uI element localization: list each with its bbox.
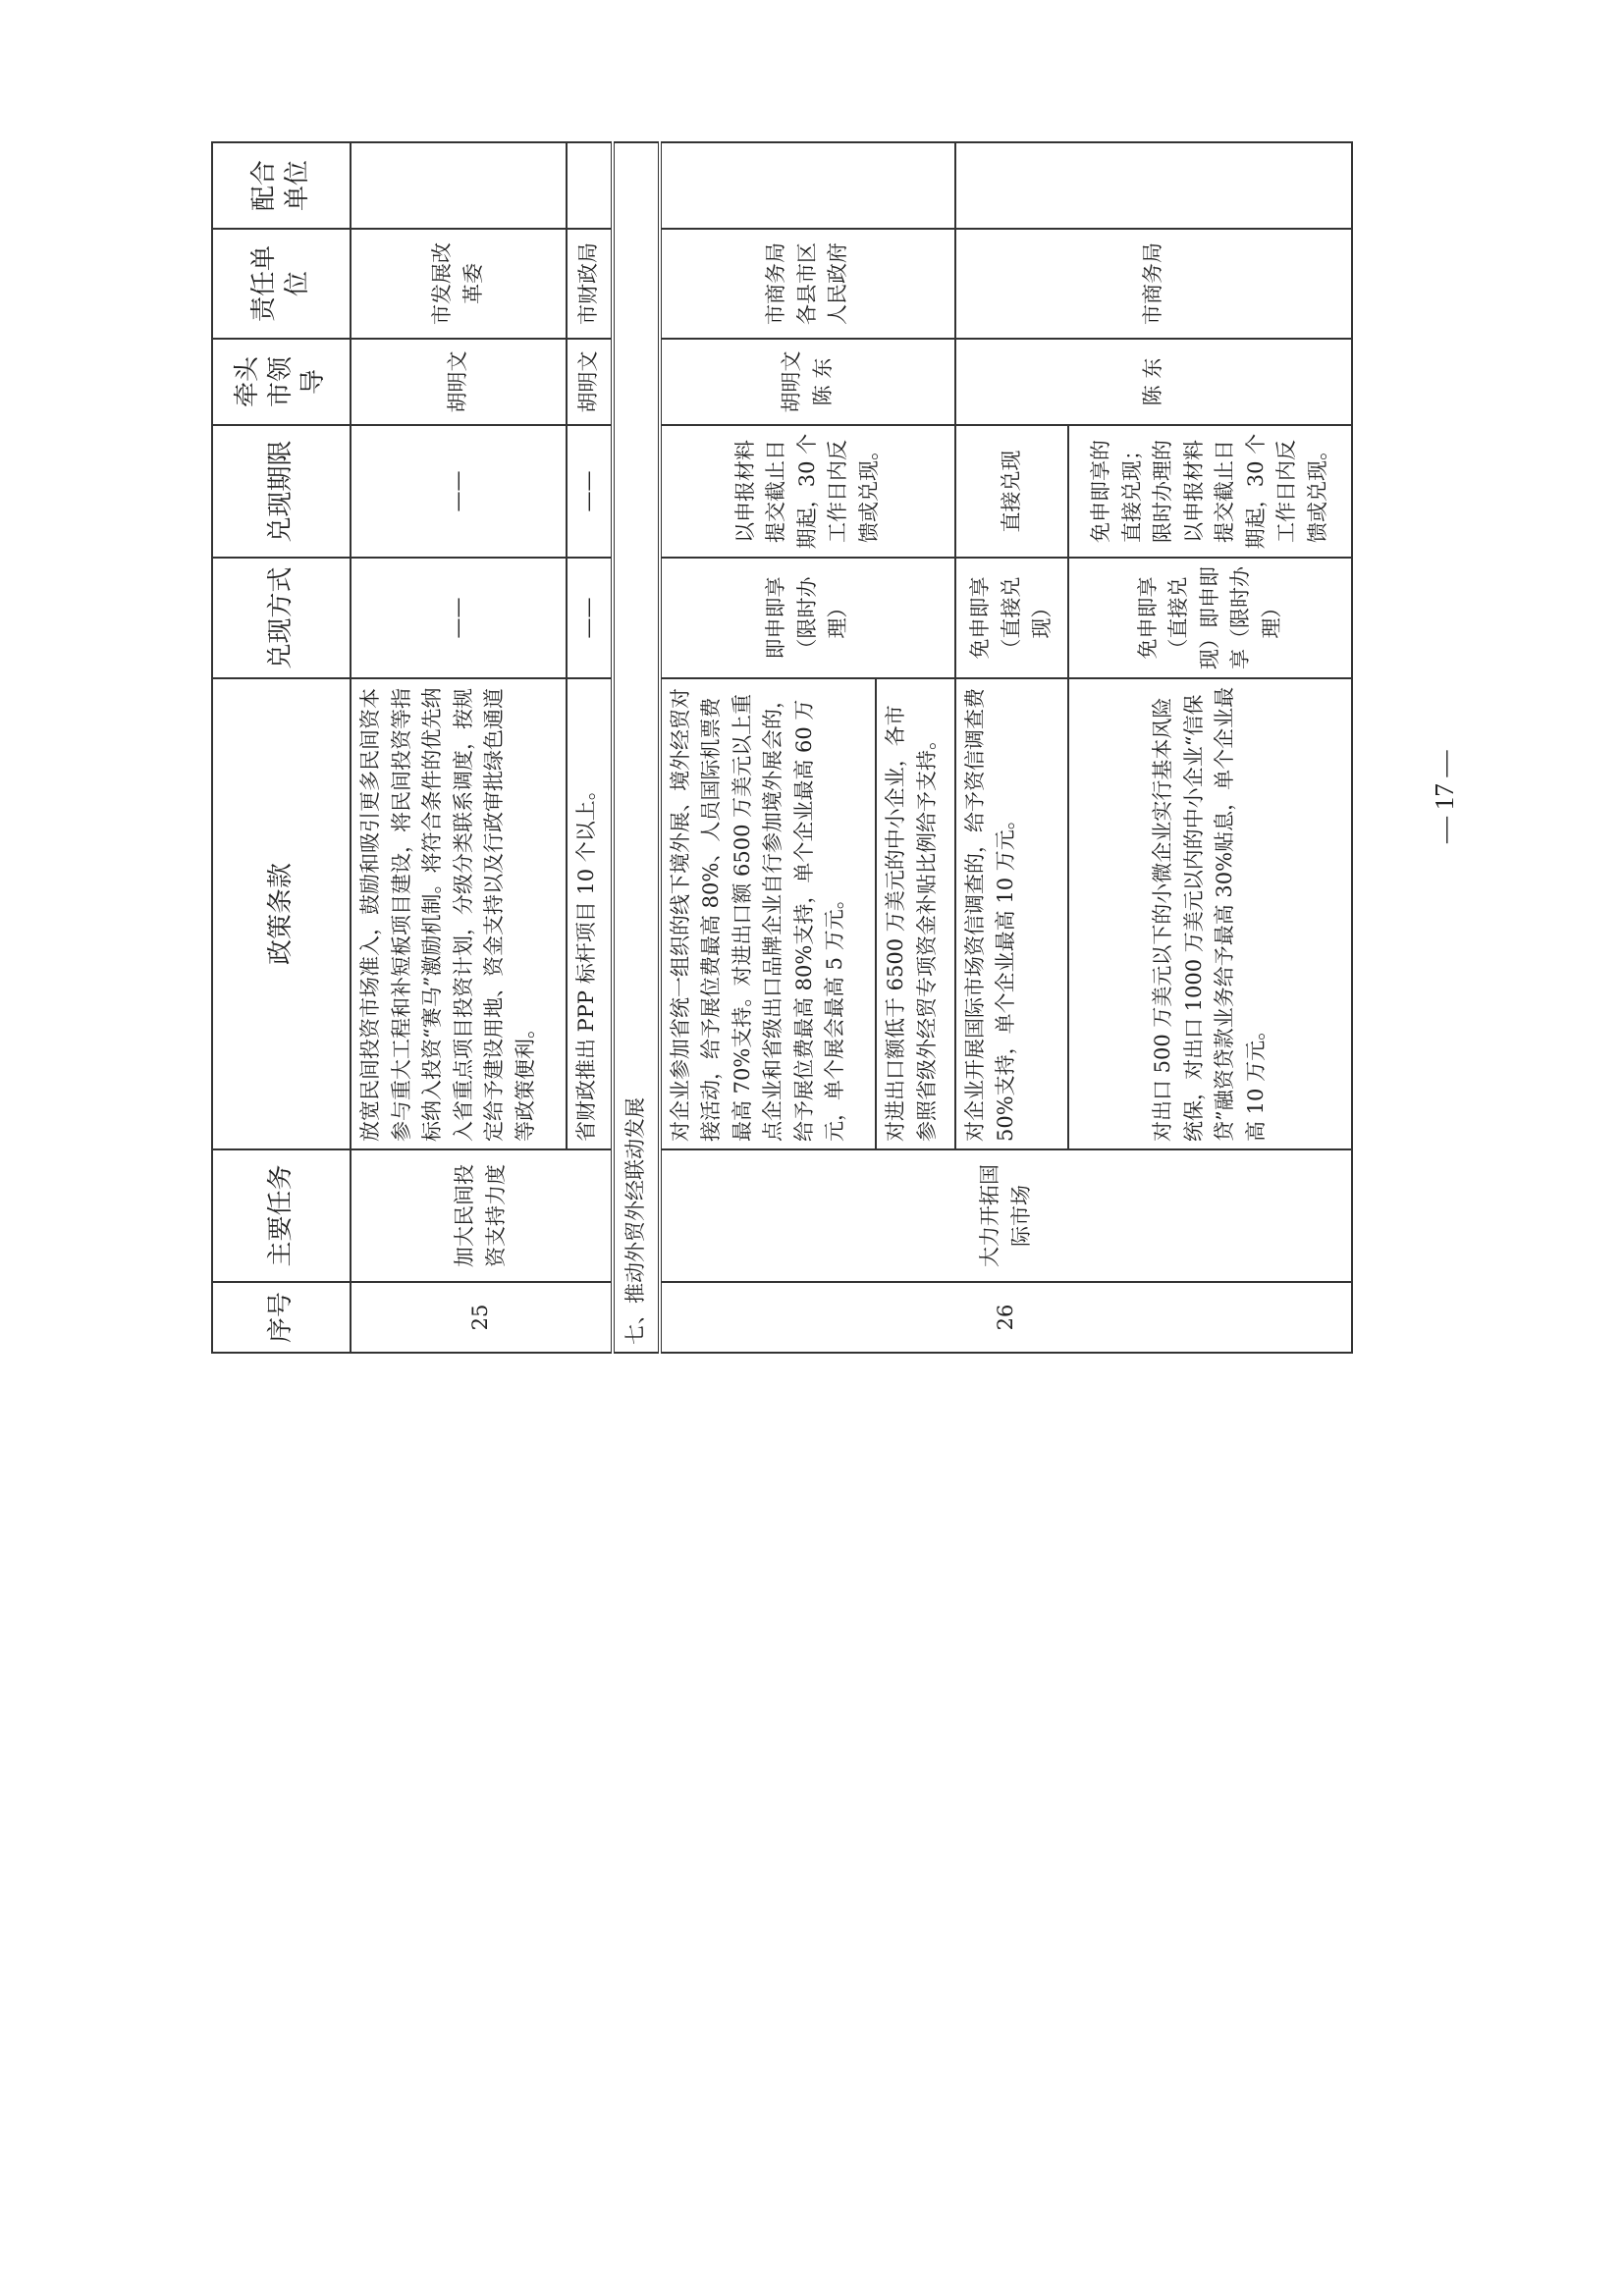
row25-coop1 — [351, 142, 567, 229]
row26-task: 大力开拓国际市场 — [660, 1149, 1352, 1282]
row25-leader1: 胡明文 — [351, 339, 567, 425]
row25-coop2 — [567, 142, 613, 229]
row25-seq: 25 — [351, 1282, 612, 1353]
page-number: — 17 — — [1430, 750, 1459, 843]
row25-policy1: 放宽民间投资市场准入，鼓励和吸引更多民间资本参与重大工程和补短板项目建设，将民间投资等指标纳入投资“赛马”激励机制。将符合条件的优先纳入省重点项目投资计划，分级分类联系调度，按规定给予建设用地、资金支持以及行政审批绿色通道等政策便利。 — [351, 678, 567, 1149]
header-leader: 牵头市领导 — [212, 339, 351, 425]
row25-resp2: 市财政局 — [567, 229, 613, 339]
header-coop: 配合单位 — [212, 142, 351, 229]
row25-method1: —— — [351, 558, 567, 678]
row26-deadline4: 免申即享的直接兑现；限时办理的以申报材料提交截止日期起，30 个工作日内反馈或兑现。 — [1068, 425, 1352, 558]
row25-deadline1: —— — [351, 425, 567, 558]
row26-coop34 — [955, 142, 1352, 229]
table-row — [660, 142, 877, 1353]
section-row — [613, 142, 660, 1353]
row26-leader12: 胡明文 陈 东 — [660, 339, 955, 425]
row26-policy3: 对企业开展国际市场资信调查的，给予资信调查费 50%支持，单个企业最高 10 万元。 — [955, 678, 1068, 1149]
row26-resp12: 市商务局各县市区人民政府 — [660, 229, 955, 339]
row26-policy2: 对进出口额低于 6500 万美元的中小企业，各市参照省级外经贸专项资金补贴比例给予支持。 — [876, 678, 955, 1149]
row26-policy4: 对出口 500 万美元以下的小微企业实行基本风险统保，对出口 1000 万美元以内的中小企业“信保贷”融资贷款业务给予最高 30%贴息，单个企业最高 10 万元。 — [1068, 678, 1352, 1149]
row26-deadline3: 直接兑现 — [955, 425, 1068, 558]
header-deadline: 兑现期限 — [212, 425, 351, 558]
section-title: 七、推动外贸外经联动发展 — [613, 142, 660, 1353]
header-row — [212, 142, 351, 1353]
header-seq: 序号 — [212, 1282, 351, 1353]
row25-deadline2: —— — [567, 425, 613, 558]
table-row — [351, 142, 567, 1353]
row26-seq: 26 — [660, 1282, 1352, 1353]
row25-task: 加大民间投资支持力度 — [351, 1149, 612, 1282]
row25-resp1: 市发展改革委 — [351, 229, 567, 339]
row26-deadline12: 以申报材料提交截止日期起，30 个工作日内反馈或兑现。 — [660, 425, 955, 558]
row25-leader2: 胡明文 — [567, 339, 613, 425]
row26-method4: 免申即享（直接兑现）即申即享（限时办理） — [1068, 558, 1352, 678]
row26-resp34: 市商务局 — [955, 229, 1352, 339]
policy-table — [211, 141, 1353, 1354]
row26-coop12 — [660, 142, 955, 229]
header-method: 兑现方式 — [212, 558, 351, 678]
row26-leader34: 陈 东 — [955, 339, 1352, 425]
row25-policy2: 省财政推出 PPP 标杆项目 10 个以上。 — [567, 678, 613, 1149]
header-task: 主要任务 — [212, 1149, 351, 1282]
row26-method3: 免申即享（直接兑现） — [955, 558, 1068, 678]
row25-method2: —— — [567, 558, 613, 678]
row26-policy1: 对企业参加省统一组织的线下境外展、境外经贸对接活动，给予展位费最高 80%、人员国际机票费最高 70%支持。对进出口额 6500 万美元以上重点企业和省级出口品牌企业自行参加境外展会的，给予展位费最高 80%支持，单个企业最高 60 万元，单个展会最高 5 万元。 — [660, 678, 877, 1149]
row26-method12: 即申即享（限时办理） — [660, 558, 955, 678]
header-policy: 政策条款 — [212, 678, 351, 1149]
header-resp: 责任单位 — [212, 229, 351, 339]
